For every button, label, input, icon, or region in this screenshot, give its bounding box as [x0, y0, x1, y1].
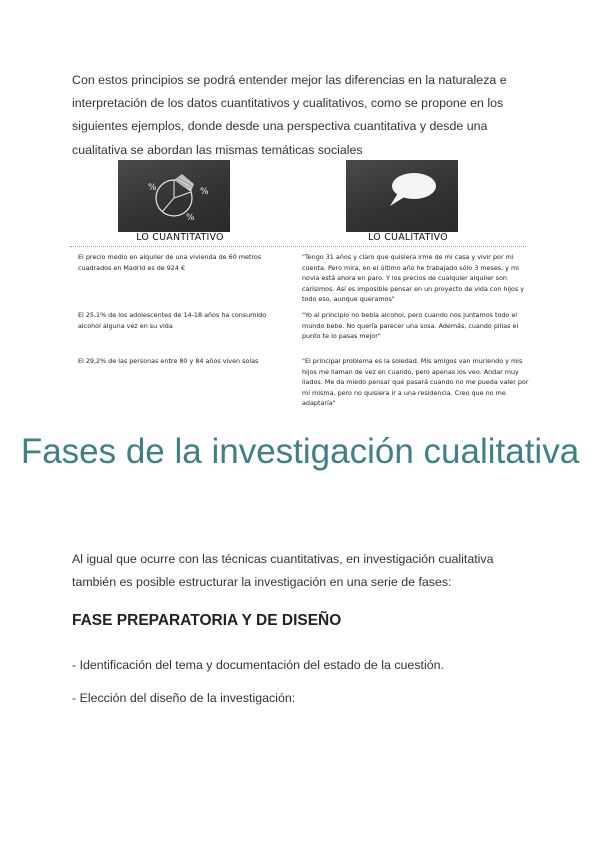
figure-divider [70, 246, 526, 247]
qualitative-heading: LO CUALITATIVO [368, 232, 448, 243]
pie-chart-chalk-icon [118, 160, 230, 232]
body-paragraph: Al igual que ocurre con las técnicas cuantitativas, en investigación cualitativa también es posible estructurar la investigación en una serie de fases: [72, 552, 494, 590]
page-title: Fases de la investigación cualitativa [20, 432, 580, 471]
quantitative-item-2: El 25,1% de los adolescentes de 14-18 años ha consumido alcohol alguna vez en su vida [78, 311, 267, 330]
chalkboard-speech-image [346, 160, 458, 232]
comparison-figure [70, 160, 529, 408]
chalkboard-pie-image [118, 160, 230, 232]
list-item: - Identificación del tema y documentación del estado de la cuestión. [72, 658, 444, 672]
svg-text:%: % [186, 213, 195, 223]
quantitative-heading: LO CUANTITATIVO [136, 232, 224, 243]
qualitative-item-1: "Tengo 31 años y claro que quisiera irme de mi casa y vivir por mi cuenta. Pero mira, en el último año he trabajado sólo 3 meses, y mi novia está ahora en paro. Y los precios de cualquier alquiler son carísimos. Así es imposible pensar en un proyecto de vida con hijos y todo eso, aunque queramos" [302, 253, 525, 304]
qualitative-item-2: "Yo al principio no bebía alcohol, pero cuando nos juntamos todo el mundo bebe. No quería parecer una sosa. Además, cuando pillas el punto te lo pasas mejor" [302, 311, 519, 341]
intro-paragraph: Con estos principios se podrá entender mejor las diferencias en la naturaleza e interpretación de los datos cuantitativos y cualitativos, como se propone en los siguientes ejemplos, donde desde una perspectiva cuantitativa y desde una cualitativa se abordan las mismas temáticas sociales [72, 73, 507, 157]
section-heading: FASE PREPARATORIA Y DE DISEÑO [72, 612, 342, 629]
svg-text:%: % [200, 187, 209, 197]
svg-text:%: % [148, 183, 157, 193]
quantitative-item-1: El precio medio en alquiler de una vivienda de 60 metros cuadrados en Madrid es de 924 € [78, 253, 262, 272]
qualitative-item-3: "El principal problema es la soledad. Mis amigos van muriendo y mis hijos me llaman de vez en cuando, pero apenas los veo. Andar muy liados. Me da miedo pensar qué pasará cuando no me pueda valer por mí misma, pero no quisiera ir a una residencia. Creo que no me adaptaría" [302, 357, 529, 408]
quantitative-item-3: El 29,2% de las personas entre 80 y 84 años viven solas [78, 357, 259, 365]
list-item: - Elección del diseño de la investigación: [72, 691, 296, 705]
speech-bubble-icon [346, 160, 458, 232]
